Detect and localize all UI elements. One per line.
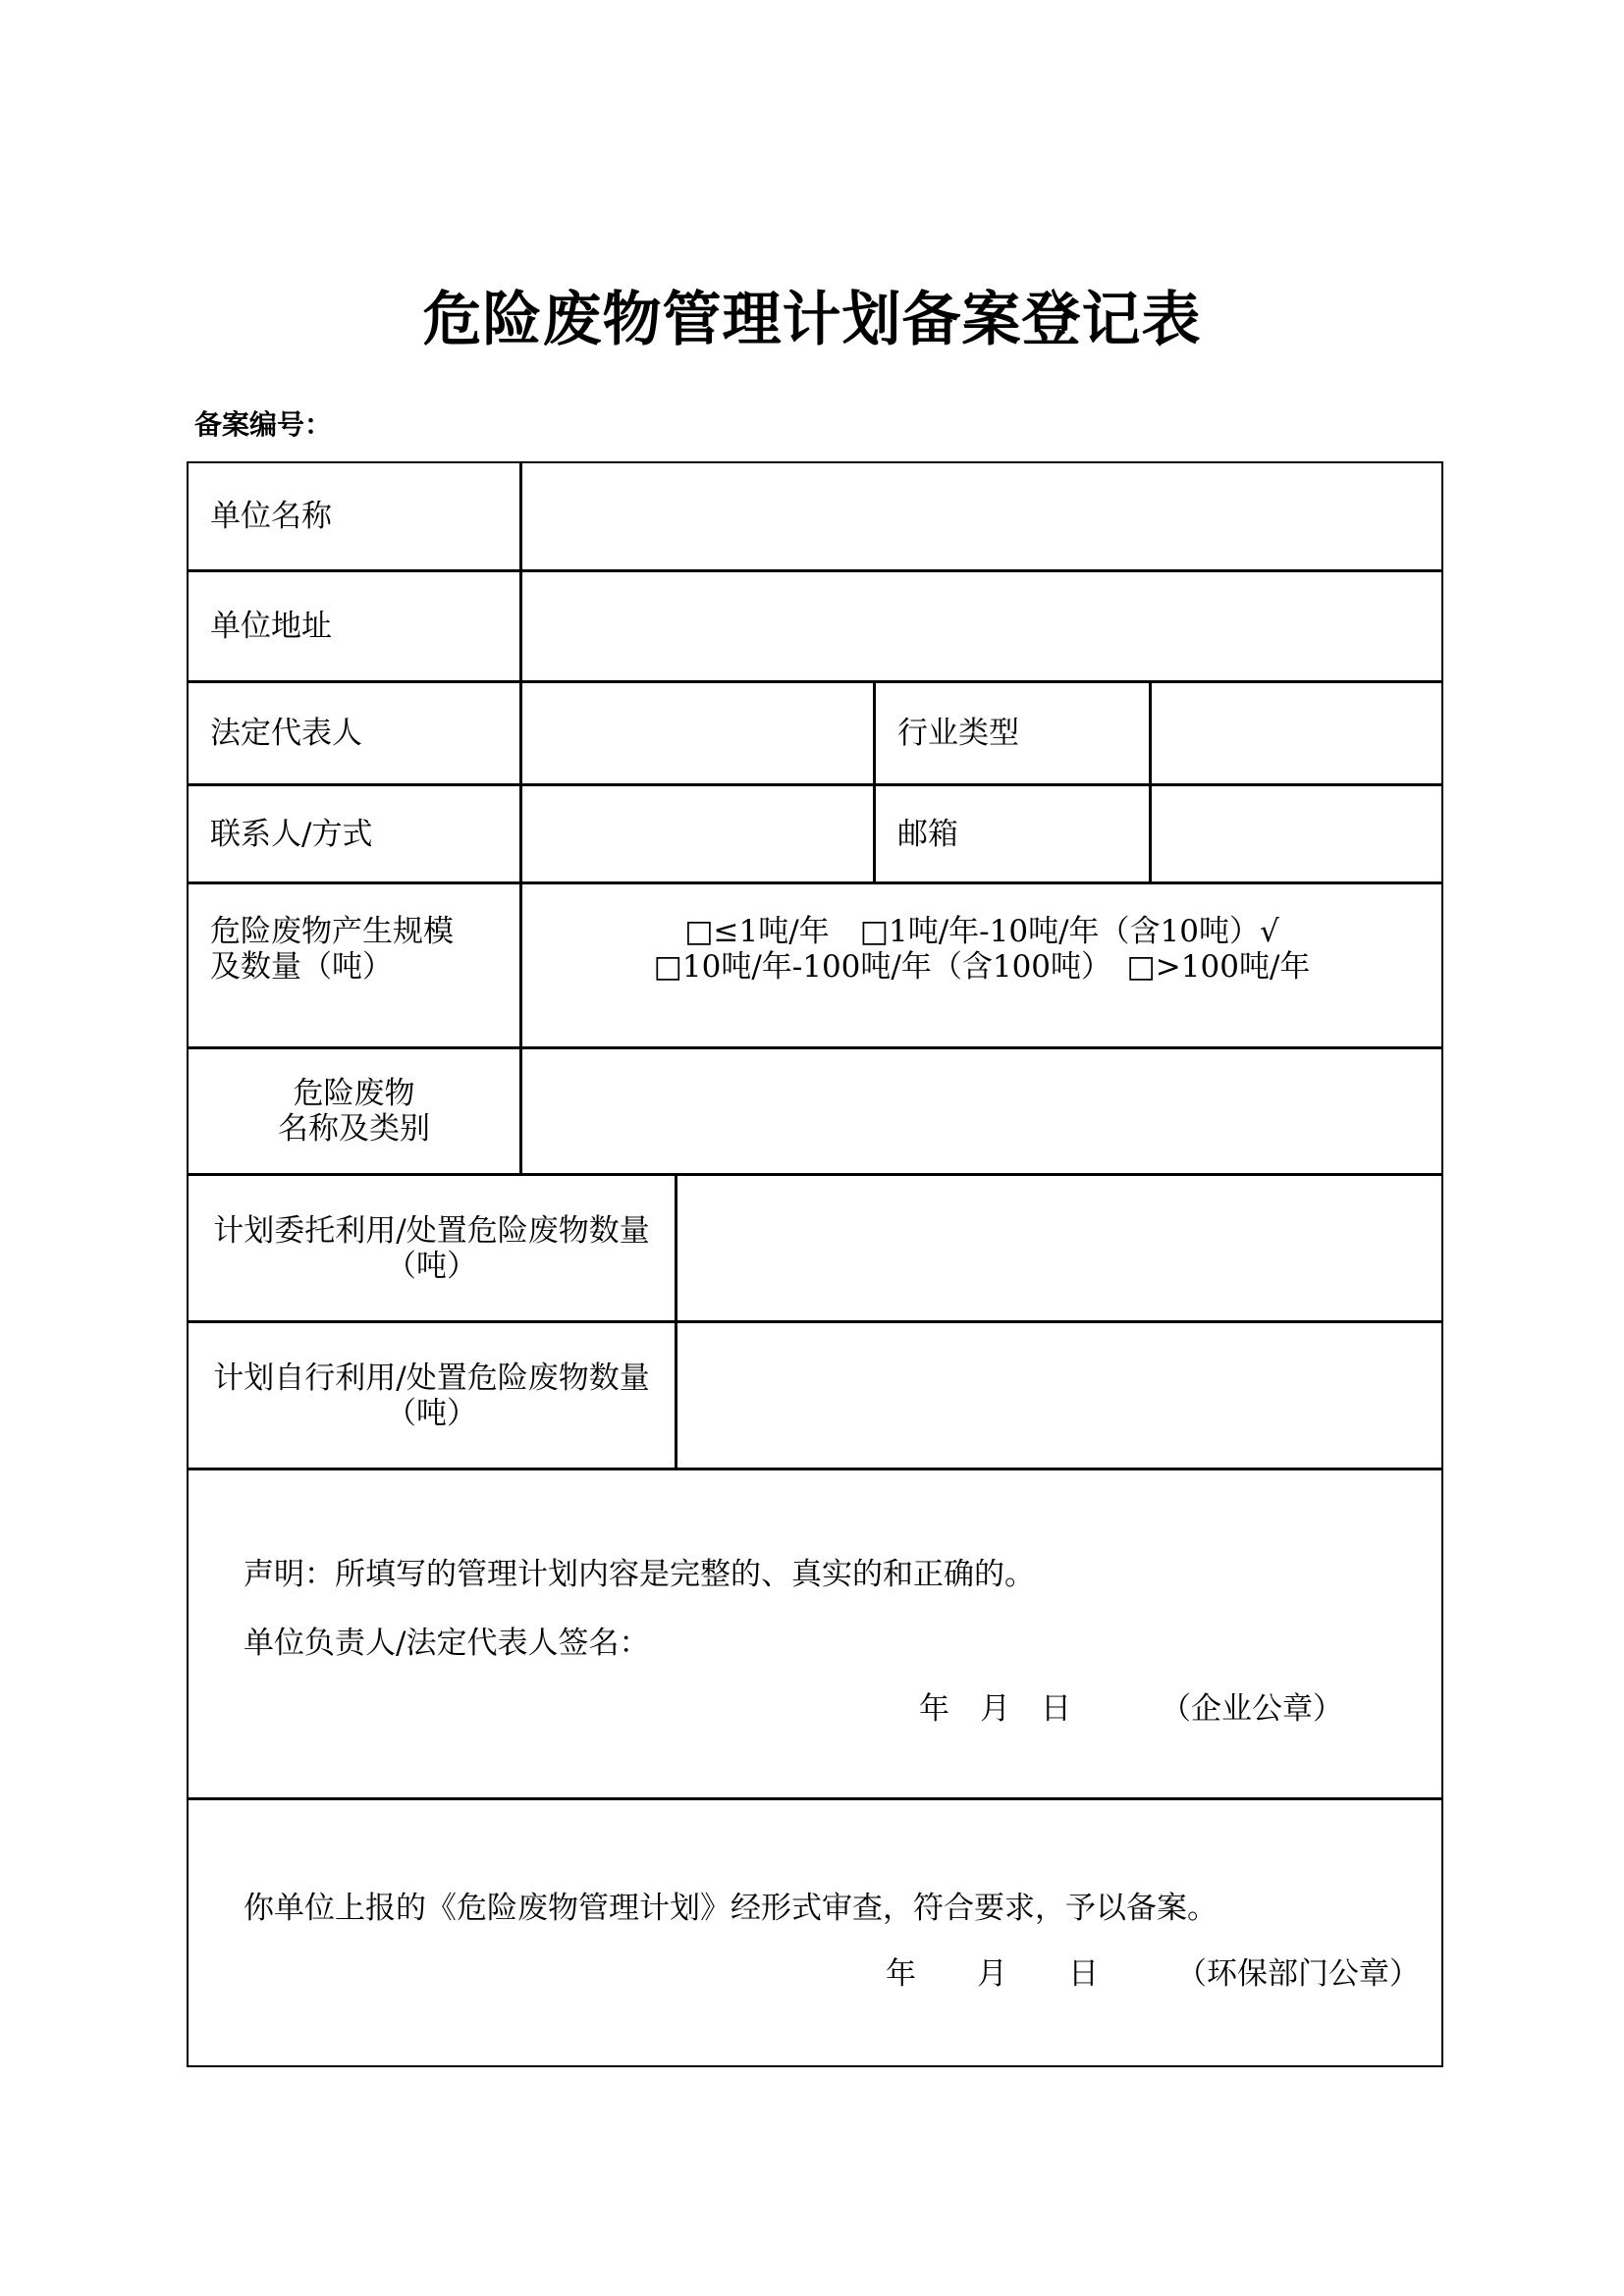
waste-name-label-line1: 危险废物	[293, 1076, 415, 1111]
signature-label[interactable]: 单位负责人/法定代表人签名：	[244, 1626, 650, 1661]
entrusted-label-line1: 计划委托利用/处置危险废物数量	[213, 1212, 650, 1249]
approval-section	[187, 1798, 1443, 2067]
industry-type-field[interactable]	[1150, 681, 1443, 785]
entrusted-quantity-field[interactable]	[676, 1174, 1443, 1322]
enterprise-seal: （企业公章）	[1161, 1691, 1343, 1727]
unit-name-label: 单位名称	[187, 461, 521, 571]
legal-rep-label: 法定代表人	[187, 681, 521, 785]
waste-scale-options	[520, 882, 1443, 1048]
waste-name-field[interactable]	[520, 1047, 1443, 1175]
contact-field[interactable]	[520, 784, 875, 883]
self-label-line1: 计划自行利用/处置危险废物数量	[213, 1360, 650, 1396]
waste-scale-label-line2: 及数量（吨）	[210, 949, 393, 985]
contact-label: 联系人/方式	[187, 784, 521, 883]
page-title: 危险废物管理计划备案登记表	[422, 286, 1202, 354]
unit-name-field[interactable]	[520, 461, 1443, 571]
declaration-date: 年 月 日	[919, 1691, 1071, 1727]
waste-scale-label	[187, 882, 521, 1048]
filing-number-label: 备案编号：	[194, 408, 333, 441]
unit-address-field[interactable]	[520, 570, 1443, 682]
declaration-statement: 声明：所填写的管理计划内容是完整的、真实的和正确的。	[244, 1557, 1035, 1592]
approval-text: 你单位上报的《危险废物管理计划》经形式审查，符合要求，予以备案。	[244, 1891, 1218, 1926]
environment-seal: （环保部门公章）	[1176, 1956, 1420, 1992]
waste-name-label-line2: 名称及类别	[278, 1111, 430, 1147]
unit-address-label: 单位地址	[187, 570, 521, 682]
approval-date: 年 月 日	[886, 1956, 1099, 1992]
legal-rep-field[interactable]	[520, 681, 875, 785]
self-quantity-label	[187, 1321, 677, 1469]
self-quantity-field[interactable]	[676, 1321, 1443, 1469]
entrusted-label-line2: （吨）	[386, 1248, 477, 1284]
email-label: 邮箱	[874, 784, 1151, 883]
waste-name-label	[187, 1047, 521, 1175]
scale-options-row2[interactable]: □10吨/年-100吨/年（含100吨） □>100吨/年	[653, 949, 1311, 985]
industry-type-label: 行业类型	[874, 681, 1151, 785]
entrusted-quantity-label	[187, 1174, 677, 1322]
email-field[interactable]	[1150, 784, 1443, 883]
self-label-line2: （吨）	[386, 1395, 477, 1431]
scale-options-row1[interactable]: □≤1吨/年 □1吨/年-10吨/年（含10吨）√	[684, 914, 1279, 949]
waste-scale-label-line1: 危险废物产生规模	[210, 914, 454, 949]
